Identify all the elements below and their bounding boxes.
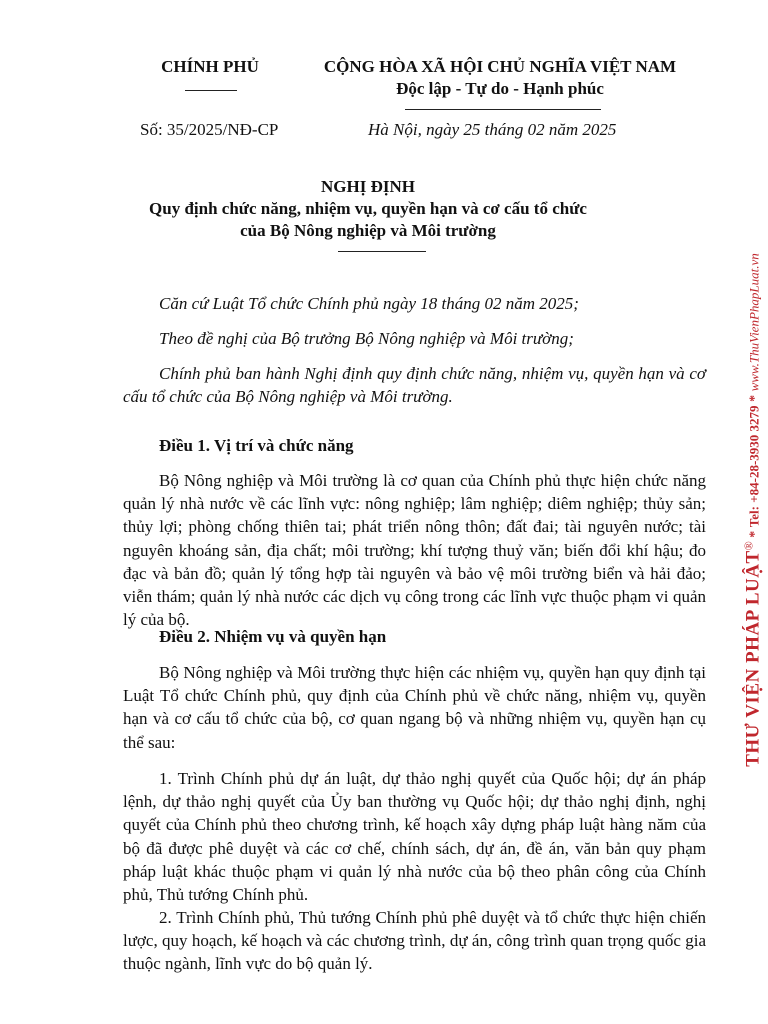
article-1-heading: Điều 1. Vị trí và chức năng: [159, 436, 354, 455]
watermark-phone: Tel: +84-28-3930 3279: [746, 405, 762, 528]
motto-underline: [405, 109, 601, 110]
publisher-watermark-text: [740, 253, 765, 767]
preamble-enactment: Chính phủ ban hành Nghị định quy định chức năng, nhiệm vụ, quyền hạn và cơ cấu tổ chức của Bộ Nông nghiệp và Môi trường.: [123, 364, 706, 407]
article-2-heading: Điều 2. Nhiệm vụ và quyền hạn: [159, 627, 387, 646]
watermark-separator: *: [747, 530, 763, 538]
national-heading: [290, 56, 710, 100]
preamble-proposal: Theo đề nghị của Bộ trưởng Bộ Nông nghiệp và Môi trường;: [159, 329, 574, 348]
national-motto: Độc lập - Tự do - Hạnh phúc: [396, 79, 604, 98]
document-subject-line-2: của Bộ Nông nghiệp và Môi trường: [240, 221, 496, 240]
document-subject-line-1: Quy định chức năng, nhiệm vụ, quyền hạn và cơ cấu tổ chức: [149, 199, 587, 218]
preamble-basis: Căn cứ Luật Tổ chức Chính phủ ngày 18 tháng 02 năm 2025;: [159, 294, 579, 313]
article-2-intro: Bộ Nông nghiệp và Môi trường thực hiện các nhiệm vụ, quyền hạn quy định tại Luật Tổ chức Chính phủ, quy định của Chính phủ về chức năng, nhiệm vụ, quyền hạn và cơ cấu tổ chức của bộ, cơ quan ngang bộ và những nhiệm vụ, quyền hạn cụ thể sau:: [123, 663, 706, 752]
nation-name: CỘNG HÒA XÃ HỘI CHỦ NGHĨA VIỆT NAM: [323, 57, 677, 76]
article-2-item-1: 1. Trình Chính phủ dự án luật, dự thảo nghị quyết của Quốc hội; dự án pháp lệnh, dự thảo nghị quyết của Ủy ban thường vụ Quốc hội; dự thảo nghị định, nghị quyết của Chính phủ theo chương trình, kế hoạch xây dựng pháp luật hàng năm của bộ đã được phê duyệt và các cơ chế, chính sách, dự án, đề án, văn bản quy phạm pháp luật khác thuộc phạm vi quản lý nhà nước của bộ theo phân công của Chính phủ, Thủ tướng Chính phủ.: [123, 769, 706, 905]
issuer-name: CHÍNH PHỦ: [161, 57, 259, 76]
registered-mark: ®: [741, 541, 756, 551]
article-1-body: Bộ Nông nghiệp và Môi trường là cơ quan của Chính phủ thực hiện chức năng quản lý nhà nước về các lĩnh vực: nông nghiệp; lâm nghiệp; diêm nghiệp; thủy sản; thủy lợi; phòng chống thiên tai; phát triển nông thôn; đất đai; tài nguyên nước; tài nguyên khoáng sản, địa chất; môi trường; khí tượng thuỷ văn; biến đổi khí hậu; đo đạc và bản đồ; quản lý tổng hợp tài nguyên và bảo vệ môi trường biển và hải đảo; viễn thám; quản lý nhà nước các dịch vụ công trong các lĩnh vực thuộc phạm vi quản lý của bộ.: [123, 471, 706, 630]
document-type: NGHỊ ĐỊNH: [321, 177, 415, 196]
watermark-website: www.ThuVienPhapLuat.vn: [746, 253, 762, 392]
document-title: [120, 176, 616, 242]
place-date: Hà Nội, ngày 25 tháng 02 năm 2025: [368, 120, 617, 139]
issuer-underline: [185, 90, 237, 91]
document-number: Số: 35/2025/NĐ-CP: [140, 120, 279, 139]
title-underline: [338, 251, 426, 252]
watermark-brand: THƯ VIỆN PHÁP LUẬT: [742, 550, 764, 767]
watermark-separator-2: *: [747, 394, 763, 402]
article-2-item-2: 2. Trình Chính phủ, Thủ tướng Chính phủ phê duyệt và tổ chức thực hiện chiến lược, quy hoạch, kế hoạch và các chương trình, dự án, công trình quan trọng quốc gia thuộc ngành, lĩnh vực do bộ quản lý.: [123, 908, 706, 974]
